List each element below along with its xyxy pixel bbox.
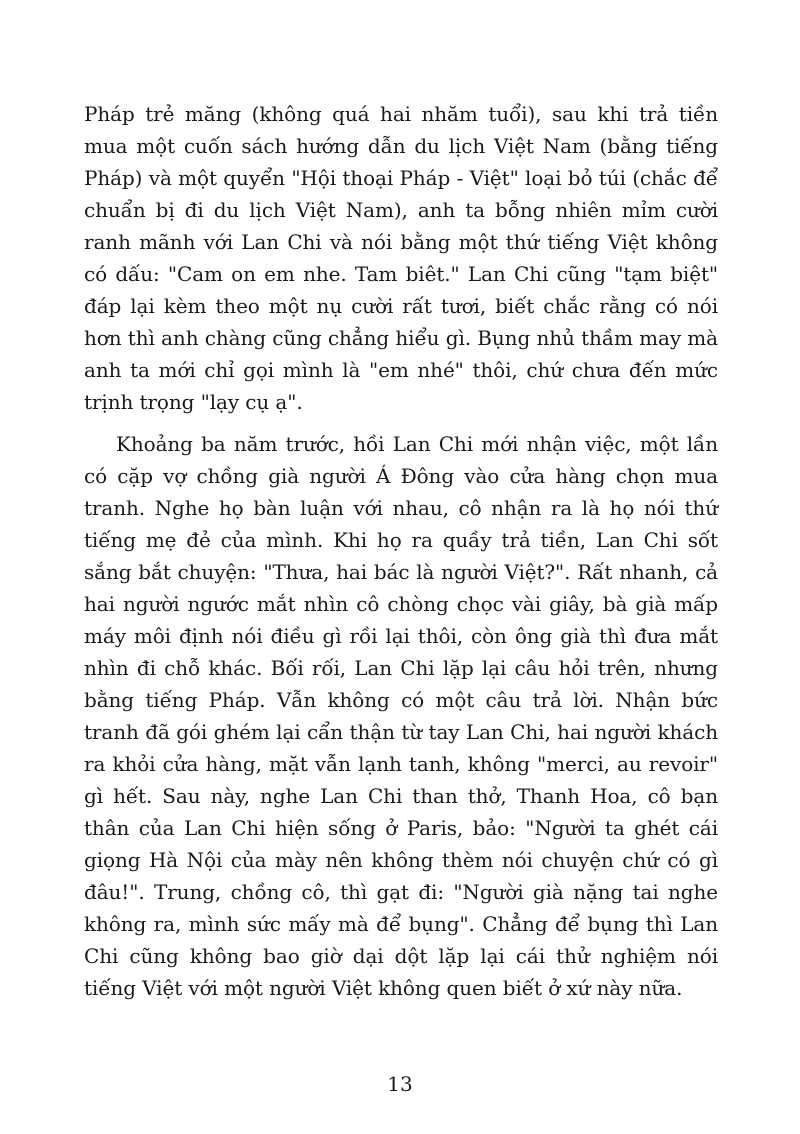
body-text xyxy=(84,98,718,1004)
paragraph-2: Khoảng ba năm trước, hồi Lan Chi mới nhận việc, một lần có cặp vợ chồng già người Á Đông vào cửa hàng chọn mua tranh. Nghe họ bàn luận với nhau, cô nhận ra là họ nói thứ tiếng mẹ đẻ của mình. Khi họ ra quầy trả tiền, Lan Chi sốt sắng bắt chuyện: "Thưa, hai bác là người Việt?". Rất nhanh, cả hai người ngước mắt nhìn cô chòng chọc vài giây, bà già mấp máy môi định nói điều gì rồi lại thôi, còn ông già thì đưa mắt nhìn đi chỗ khác. Bối rối, Lan Chi lặp lại câu hỏi trên, nhưng bằng tiếng Pháp. Vẫn không có một câu trả lời. Nhận bức tranh đã gói ghém lại cẩn thận từ tay Lan Chi, hai người khách ra khỏi cửa hàng, mặt vẫn lạnh tanh, không "merci, au revoir" gì hết. Sau này, nghe Lan Chi than thở, Thanh Hoa, cô bạn thân của Lan Chi hiện sống ở Paris, bảo: "Người ta ghét cái giọng Hà Nội của mày nên không thèm nói chuyện chứ có gì đâu!". Trung, chồng cô, thì gạt đi: "Người già nặng tai nghe không ra, mình sức mấy mà để bụng". Chẳng để bụng thì Lan Chi cũng không bao giờ dại dột lặp lại cái thử nghiệm nói tiếng Việt với một người Việt không quen biết ở xứ này nữa. xyxy=(84,432,718,1000)
page-number: 13 xyxy=(387,1072,413,1096)
paragraph-1: Pháp trẻ măng (không quá hai nhăm tuổi), sau khi trả tiền mua một cuốn sách hướng dẫn du lịch Việt Nam (bằng tiếng Pháp) và một quyển "Hội thoại Pháp - Việt" loại bỏ túi (chắc để chuẩn bị đi du lịch Việt Nam), anh ta bỗng nhiên mỉm cười ranh mãnh với Lan Chi và nói bằng một thứ tiếng Việt không có dấu: "Cam on em nhe. Tam biêt." Lan Chi cũng "tạm biệt" đáp lại kèm theo một nụ cười rất tươi, biết chắc rằng có nói hơn thì anh chàng cũng chẳng hiểu gì. Bụng nhủ thầm may mà anh ta mới chỉ gọi mình là "em nhé" thôi, chứ chưa đến mức trịnh trọng "lạy cụ ạ". xyxy=(84,102,718,414)
